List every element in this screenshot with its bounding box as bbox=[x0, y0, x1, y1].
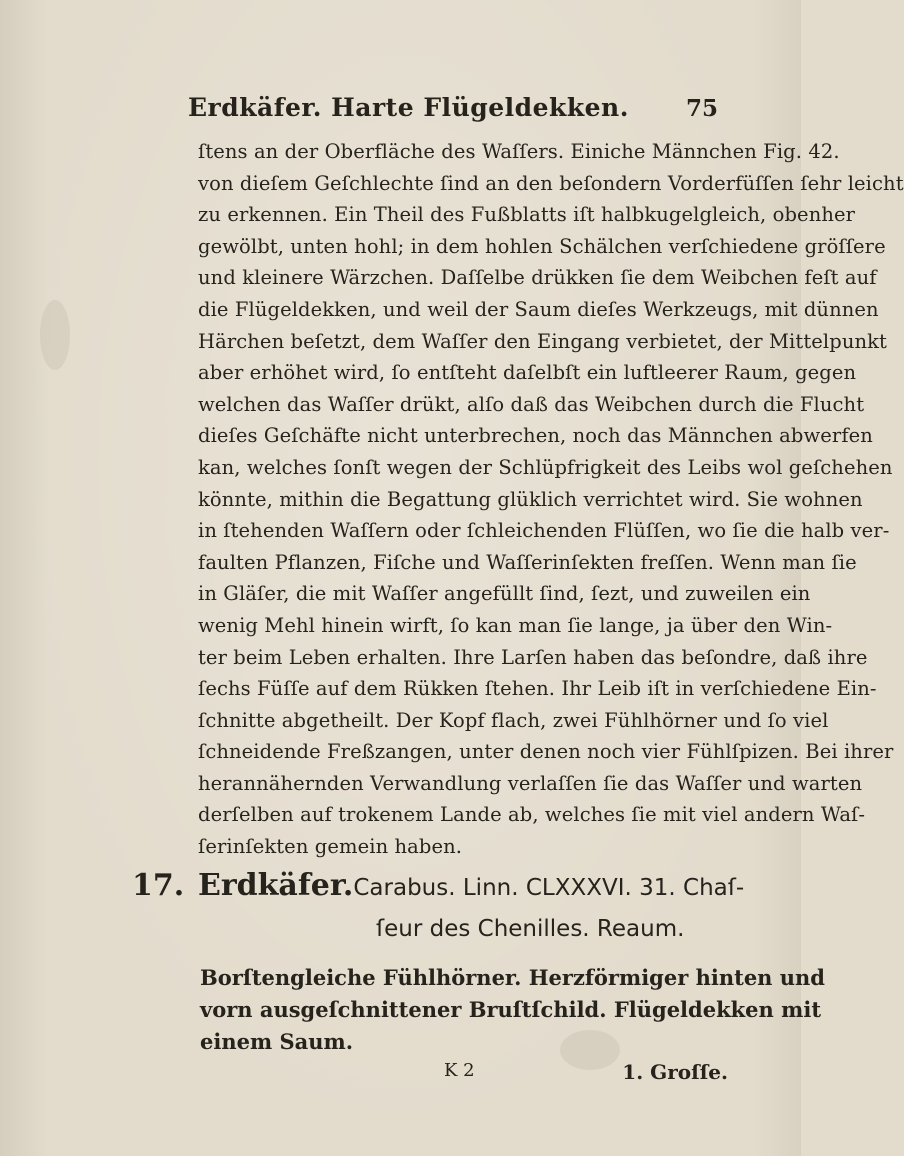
text-line: ſchneidende Freßzangen, unter denen noch vier Fühlſpizen. Bei ihrer bbox=[198, 740, 894, 764]
text-line: in Gläſer, die mit Waſſer angefüllt ſind, ſezt, und zuweilen ein bbox=[198, 582, 811, 606]
text-line: dieſes Geſchäfte nicht unterbrechen, noch das Männchen abwerfen bbox=[198, 424, 873, 448]
section-reference-continued: ſeur des Chenilles. Reaum. bbox=[376, 916, 685, 942]
text-line: ter beim Leben erhalten. Ihre Larſen haben das beſondre, daß ihre bbox=[198, 645, 868, 669]
page-footer bbox=[200, 1060, 728, 1090]
running-title: Erdkäfer. Harte Flügeldekken. bbox=[188, 93, 629, 122]
section-reference: Carabus. Linn. CLXXXVI. 31. Chaſ- bbox=[353, 875, 745, 901]
text-line: gewölbt, unten hohl; in dem hohlen Schälchen verſchiedene gröſſere bbox=[198, 234, 886, 258]
text-line: wenig Mehl hinein wirft, ſo kan man ſie lange, ja über den Win- bbox=[198, 613, 833, 637]
text-line: ſchnitte abgetheilt. Der Kopf flach, zwei Fühlhörner und ſo viel bbox=[198, 708, 829, 732]
section-head-line bbox=[198, 868, 745, 904]
paper-stain bbox=[40, 300, 70, 370]
diagnosis-line: Borſtengleiche Fühlhörner. Herzförmiger hinten und bbox=[200, 965, 825, 990]
text-line: herannähernden Verwandlung verlaſſen ſie das Waſſer und warten bbox=[198, 771, 863, 795]
text-line: Härchen beſetzt, dem Waſſer den Eingang verbietet, der Mittelpunkt bbox=[198, 329, 887, 353]
text-line: aber erhöhet wird, ſo entſteht daſelbſt ein luftleerer Raum, gegen bbox=[198, 361, 857, 385]
diagnosis-text bbox=[200, 962, 825, 1058]
text-line: faulten Pflanzen, Fiſche und Waſſerinſekten freſſen. Wenn man ſie bbox=[198, 550, 857, 574]
text-line: die Flügeldekken, und weil der Saum dieſes Werkzeugs, mit dünnen bbox=[198, 297, 879, 321]
catchword: 1. Groſſe. bbox=[622, 1060, 728, 1084]
diagnosis-line: einem Saum. bbox=[200, 1029, 354, 1054]
text-line: derſelben auf trokenem Lande ab, welches ſie mit viel andern Waſ- bbox=[198, 803, 866, 827]
text-line: ſtens an der Oberfläche des Waſſers. Einiche Männchen Fig. 42. bbox=[198, 140, 840, 163]
page-number: 75 bbox=[685, 95, 718, 122]
section-title: Erdkäfer. bbox=[198, 868, 354, 903]
diagnosis-line: vorn ausgeſchnittener Bruſtſchild. Flügeldekken mit bbox=[200, 997, 822, 1022]
text-line: zu erkennen. Ein Theil des Fußblatts iſt halbkugelgleich, obenher bbox=[198, 203, 856, 227]
text-line: könnte, mithin die Begattung glüklich verrichtet wird. Sie wohnen bbox=[198, 487, 863, 511]
signature-mark: K 2 bbox=[444, 1060, 475, 1081]
text-line: ſerinſekten gemein haben. bbox=[198, 835, 463, 859]
text-line: welchen das Waſſer drükt, alſo daß das Weibchen durch die Flucht bbox=[198, 392, 865, 416]
body-text bbox=[198, 136, 904, 863]
page-header bbox=[188, 93, 718, 129]
text-line: kan, welches ſonſt wegen der Schlüpfrigkeit des Leibs wol geſchehen bbox=[198, 455, 893, 479]
section-number: 17. bbox=[132, 868, 185, 903]
text-line: und kleinere Wärzchen. Daſſelbe drükken ſie dem Weibchen feſt auf bbox=[198, 266, 877, 290]
text-line: von dieſem Geſchlechte ſind an den beſondern Vorderfüſſen ſehr leicht bbox=[198, 171, 904, 195]
text-line: in ſtehenden Waſſern oder ſchleichenden Flüſſen, wo ſie die halb ver- bbox=[198, 519, 890, 543]
text-line: ſechs Füſſe auf dem Rükken ſtehen. Ihr Leib iſt in verſchiedene Ein- bbox=[198, 677, 877, 701]
